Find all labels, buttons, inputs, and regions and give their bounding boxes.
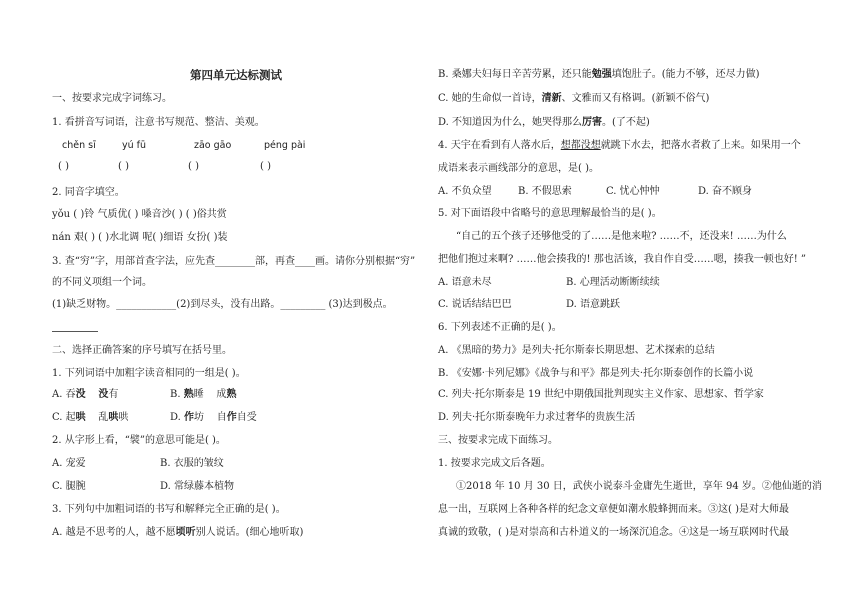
section-two-header: 二、选择正确答案的序号填写在括号里。	[52, 345, 232, 356]
answer-box-1[interactable]: ( )	[58, 161, 69, 172]
pinyin-3: zāo gāo	[194, 140, 232, 151]
question-3-line-1: 3. 查“穷”字，用部首查字法，应先查________部，再查____画。请你分别根据“穷”	[52, 256, 416, 267]
c1-option-a: A. 吞没 没有	[52, 389, 119, 400]
section-one-header: 一、按要求完成字词练习。	[52, 93, 172, 104]
answer-box-2[interactable]: ( )	[118, 161, 129, 172]
c5-option-d: D. 语意跳跃	[566, 299, 621, 310]
question-1: 1. 看拼音写词语，注意书写规范、整洁、美观。	[52, 117, 265, 128]
pinyin-1: chěn sī	[62, 140, 96, 151]
c6-option-b: B. 《安娜·卡列尼娜》《战争与和平》都是列夫·托尔斯泰创作的长篇小说	[438, 368, 754, 379]
c1-option-d: D. 作坊 自作自受	[170, 412, 257, 423]
question-3-line-3: (1)缺乏财物。____________(2)到尽头，没有出路。_________ (3)达到极点。	[52, 299, 393, 310]
q5-passage-line-2: 把他们抱过来啊? ……他会揍我的! 那也活该，我自作自受……嗯，揍我一顿也好! ”	[438, 254, 807, 265]
pinyin-2: yú fū	[122, 140, 147, 151]
section-three-question-1: 1. 按要求完成文后各题。	[438, 458, 551, 469]
choice-question-6: 6. 下列表述不正确的是( )。	[438, 322, 562, 333]
c2-option-a: A. 宠爱	[52, 458, 86, 469]
choice-question-4-line-2: 成语来表示画线部分的意思，是( )。	[438, 163, 599, 174]
choice-question-3: 3. 下列句中加粗词语的书写和解释完全正确的是( )。	[52, 504, 286, 515]
question-3-line-2: 的不同义项组一个词。	[52, 277, 152, 288]
c3-option-a: A. 越是不思考的人，越不愿顷听别人说话。(细心地听取)	[52, 527, 304, 538]
homophone-row-nan: nán 艰( ) ( )水北调 呢( )细语 女扮( )装	[52, 232, 228, 243]
q5-passage-line-1: “自己的五个孩子还够他受的了……是他来啦? ……不，还没来! ……为什么	[456, 231, 787, 242]
choice-question-4-line-1: 4. 天宇在看到有人落水后，想都没想就跳下水去，把落水者救了上来。如果用一个	[438, 140, 801, 151]
c2-option-c: C. 腿腕	[52, 481, 86, 492]
homophone-row-you: yǒu ( )铃 气质优( ) 嗓音沙( ) ( )俗共赏	[52, 209, 227, 220]
c6-option-a: A. 《黑暗的势力》是列夫·托尔斯泰长期思想、艺术探索的总结	[438, 345, 715, 356]
page-title: 第四单元达标测试	[190, 68, 282, 82]
choice-question-5: 5. 对下面语段中省略号的意思理解最恰当的是( )。	[438, 208, 662, 219]
choice-question-2: 2. 从字形上看，“襞”的意思可能是( )。	[52, 435, 226, 446]
choice-question-1: 1. 下列词语中加粗字读音相同的一组是( )。	[52, 368, 246, 379]
c3-option-b: B. 桑娜夫妇每日辛苦劳累，还只能勉强填饱肚子。(能力不够，还尽力做)	[438, 69, 760, 80]
passage-line-1: ①2018 年 10 月 30 日，武侠小说泰斗金庸先生逝世，享年 94 岁。②他仙逝的消	[456, 481, 822, 492]
c3-option-c: C. 她的生命似一首诗，清新、文雅而又有格调。(新颖不俗气)	[438, 93, 710, 104]
c4-option-b: B. 不假思索	[518, 186, 572, 197]
answer-blank-line[interactable]	[52, 331, 98, 332]
c4-option-d: D. 奋不顾身	[698, 186, 753, 197]
c6-option-c: C. 列夫·托尔斯泰是 19 世纪中期俄国批判现实主义作家、思想家、哲学家	[438, 389, 764, 400]
c3-option-d: D. 不知道因为什么，她哭得那么厉害。(了不起)	[438, 117, 650, 128]
question-2: 2. 同音字填空。	[52, 187, 125, 198]
c2-option-d: D. 常绿藤本植物	[160, 481, 235, 492]
pinyin-4: péng pài	[264, 140, 306, 151]
c4-option-c: C. 忧心忡忡	[606, 186, 660, 197]
section-three-header: 三、按要求完成下面练习。	[438, 435, 558, 446]
passage-line-2: 息一出，互联网上各种各样的纪念文章便如潮水般蜂拥而来。③这( )是对大师最	[438, 504, 789, 515]
answer-box-4[interactable]: ( )	[260, 161, 271, 172]
c2-option-b: B. 衣服的皱纹	[160, 458, 224, 469]
c1-option-b: B. 熟睡 成熟	[170, 389, 237, 400]
c5-option-b: B. 心理活动断断续续	[566, 277, 660, 288]
c4-option-a: A. 不负众望	[438, 186, 492, 197]
passage-line-3: 真诚的致敬，( )是对崇高和古朴道义的一场深沉追念。④这是一场互联网时代最	[438, 527, 789, 538]
c1-option-c: C. 起哄 乱哄哄	[52, 412, 129, 423]
c5-option-c: C. 说话结结巴巴	[438, 299, 512, 310]
c5-option-a: A. 语意未尽	[438, 277, 492, 288]
c6-option-d: D. 列夫·托尔斯泰晚年力求过奢华的贵族生活	[438, 412, 636, 423]
answer-box-3[interactable]: ( )	[188, 161, 199, 172]
